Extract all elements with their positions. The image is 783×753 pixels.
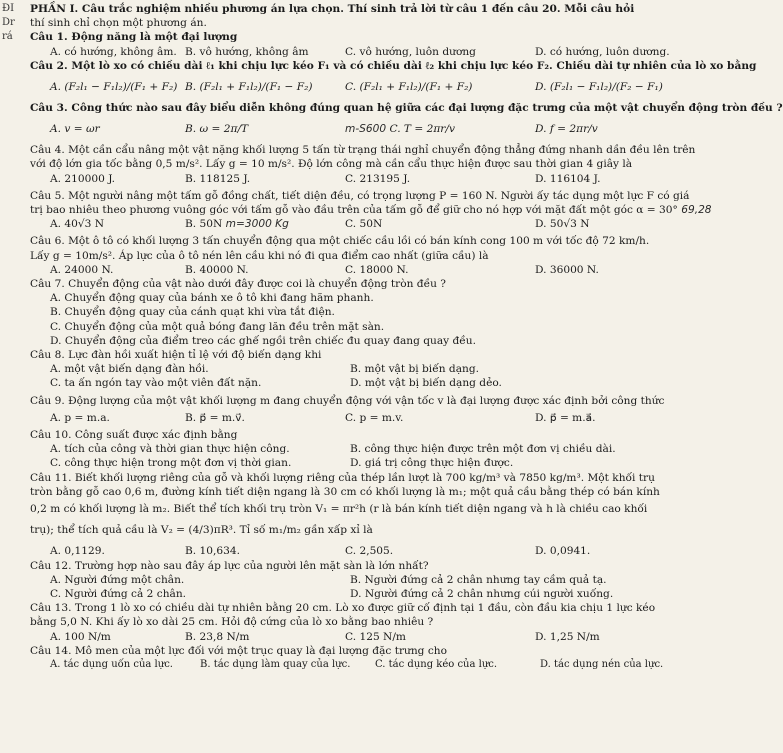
q9-option-c[interactable]: C. p = m.v. <box>345 411 404 424</box>
q8-option-a[interactable]: A. một vật biến dạng đàn hồi. <box>50 363 209 376</box>
question-9-options <box>30 411 685 425</box>
q8-option-b[interactable]: B. một vật bị biến dạng. <box>350 363 479 376</box>
question-8-stem: Câu 8. Lực đàn hồi xuất hiện tỉ lệ với độ biến dạng khi <box>30 349 322 362</box>
q14-option-b[interactable]: B. tác dụng làm quay của lực. <box>200 658 351 670</box>
q1-option-d[interactable]: D. có hướng, luôn dương. <box>535 45 670 58</box>
q6-option-d[interactable]: D. 36000 N. <box>535 263 599 276</box>
margin-scribbles: ĐI Dr rá <box>2 3 15 42</box>
q6-option-b[interactable]: B. 40000 N. <box>185 263 249 276</box>
q3-option-a[interactable]: A. v = ωr <box>50 123 100 136</box>
question-4-stem-2: với độ lớn gia tốc bằng 0,5 m/s². Lấy g = 10 m/s². Độ lớn công mà cần cẩu thực hiện được sau thời gian 4 giây là <box>30 158 633 171</box>
q9-option-d[interactable]: D. p⃗ = m.a⃗. <box>535 411 596 424</box>
question-13-options <box>30 630 685 644</box>
question-11-line-3: 0,2 m có khối lượng là m₂. Biết thể tích khối trụ tròn V₁ = πr²h (r là bán kính tiết diện ngang và h là chiều cao khối <box>30 503 648 516</box>
q5-handwritten-mass: m=3000 Kg <box>225 218 289 231</box>
q4-option-d[interactable]: D. 116104 J. <box>535 172 601 185</box>
question-2-stem: Câu 2. Một lò xo có chiều dài ℓ₁ khi chịu lực kéo F₁ và có chiều dài ℓ₂ khi chịu lực kéo F₂. Chiều dài tự nhiên của lò xo bằng <box>30 59 757 72</box>
q6-option-a[interactable]: A. 24000 N. <box>50 263 114 276</box>
question-5-options <box>30 217 685 231</box>
q6-option-c[interactable]: C. 18000 N. <box>345 263 409 276</box>
question-8-options-row1 <box>30 362 685 376</box>
question-1-options <box>30 45 685 59</box>
q11-option-a[interactable]: A. 0,1129. <box>50 545 105 558</box>
q1-option-b[interactable]: B. vô hướng, không âm <box>185 45 309 58</box>
section-header: PHẦN I. Câu trắc nghiệm nhiều phương án lựa chọn. Thí sinh trả lời từ câu 1 đến câu 20. Mỗi câu hỏi <box>30 3 635 15</box>
q4-option-c[interactable]: C. 213195 J. <box>345 172 411 185</box>
q2-option-d[interactable]: D. (F₂l₁ − F₁l₂)/(F₂ − F₁) <box>535 80 663 93</box>
question-9-stem: Câu 9. Động lượng của một vật khối lượng m đang chuyển động với vận tốc v là đại lượng được xác định bởi công thức <box>30 394 665 407</box>
question-13-line-1: Câu 13. Trong 1 lò xo có chiều dài tự nhiên bằng 20 cm. Lò xo được giữ cố định tại 1 đầu, còn đầu kia chịu 1 lực kéo <box>30 602 656 615</box>
q2-option-c[interactable]: C. (F₂l₁ + F₁l₂)/(F₁ + F₂) <box>345 80 473 93</box>
question-12-options-row1 <box>30 573 685 587</box>
q12-option-b[interactable]: B. Người đứng cả 2 chân nhưng tay cầm quả tạ. <box>350 573 607 586</box>
q11-option-d[interactable]: D. 0,0941. <box>535 545 591 558</box>
q14-option-d[interactable]: D. tác dụng nén của lực. <box>540 658 664 670</box>
q7-option-b[interactable]: B. Chuyển động quay của cánh quạt khi vừa tắt điện. <box>50 306 335 319</box>
question-10-options-row1 <box>30 442 685 456</box>
q10-option-a[interactable]: A. tích của công và thời gian thực hiện công. <box>50 443 290 456</box>
q10-option-c[interactable]: C. công thực hiện trong một đơn vị thời gian. <box>50 457 292 470</box>
question-11-line-1: Câu 11. Biết khối lượng riêng của gỗ và khối lượng riêng của thép lần lượt là 700 kg/m³ và 7850 kg/m³. Một khối trụ <box>30 471 655 484</box>
q13-option-a[interactable]: A. 100 N/m <box>50 630 111 643</box>
question-11-line-4: trụ); thể tích quả cầu là V₂ = (4/3)πR³. Tỉ số m₁/m₂ gần xấp xỉ là <box>30 524 373 537</box>
question-12-options-row2 <box>30 587 685 601</box>
q13-option-d[interactable]: D. 1,25 N/m <box>535 630 600 643</box>
question-10-stem: Câu 10. Công suất được xác định bằng <box>30 429 238 442</box>
question-13-line-2: bằng 5,0 N. Khi ấy lò xo dài 25 cm. Hỏi độ cứng của lò xo bằng bao nhiêu ? <box>30 616 434 629</box>
q7-option-d[interactable]: D. Chuyển động của điểm treo các ghế ngồi trên chiếc đu quay đang quay đều. <box>50 334 476 347</box>
question-12-stem: Câu 12. Trường hợp nào sau đây áp lực của người lên mặt sàn là lớn nhất? <box>30 559 429 572</box>
q13-option-b[interactable]: B. 23,8 N/m <box>185 630 250 643</box>
question-5-stem-1: Câu 5. Một người nâng một tấm gỗ đồng chất, tiết diện đều, có trọng lượng P = 160 N. Người ấy tác dụng một lực F có giá <box>30 189 690 202</box>
q8-option-c[interactable]: C. ta ấn ngón tay vào một viên đất nặn. <box>50 377 262 390</box>
q5-option-a[interactable]: A. 40√3 N <box>50 218 104 231</box>
q9-option-a[interactable]: A. p = m.a. <box>50 411 110 424</box>
question-11-line-2: tròn bằng gỗ cao 0,6 m, đường kính tiết diện ngang là 30 cm có khối lượng là m₁; một quả cầu bằng thép có bán kính <box>30 485 660 498</box>
question-4-stem-1: Câu 4. Một cần cẩu nâng một vật nặng khối lượng 5 tấn từ trạng thái nghỉ chuyển động thẳng đứng nhanh dần đều lên trên <box>30 144 696 157</box>
q11-option-b[interactable]: B. 10,634. <box>185 545 240 558</box>
q10-option-b[interactable]: B. công thực hiện được trên một đơn vị chiều dài. <box>350 443 616 456</box>
q8-option-d[interactable]: D. một vật bị biến dạng dẻo. <box>350 377 502 390</box>
q5-handwritten-note: 69,28 <box>681 204 712 217</box>
question-4-options <box>30 172 685 186</box>
question-5-stem-2: trị bao nhiêu theo phương vuông góc với tấm gỗ vào đầu trên của tấm gỗ để giữ cho nó hợp với mặt đất một góc α = 30° 69,28 <box>30 204 712 217</box>
q3-option-b[interactable]: B. ω = 2π/T <box>185 123 249 136</box>
q10-option-d[interactable]: D. giá trị công thực hiện được. <box>350 457 514 470</box>
q2-option-a[interactable]: A. (F₂l₁ − F₁l₂)/(F₁ + F₂) <box>50 80 178 93</box>
question-6-stem-2: Lấy g = 10m/s². Áp lực của ô tô nén lên cầu khi nó đi qua điểm cao nhất (giữa cầu) là <box>30 249 489 262</box>
q5-option-b[interactable]: B. 50N m=3000 Kg <box>185 218 289 231</box>
question-14-options <box>30 658 685 672</box>
q14-option-c[interactable]: C. tác dụng kéo của lực. <box>375 658 498 670</box>
question-3-options <box>30 118 685 140</box>
question-6-options <box>30 263 685 277</box>
question-2-options <box>30 76 685 98</box>
q2-option-b[interactable]: B. (F₂l₁ + F₁l₂)/(F₁ − F₂) <box>185 80 313 93</box>
question-8-options-row2 <box>30 376 685 390</box>
q1-option-a[interactable]: A. có hướng, không âm. <box>50 45 177 58</box>
section-subtitle: thí sinh chỉ chọn một phương án. <box>30 17 207 30</box>
q4-option-b[interactable]: B. 118125 J. <box>185 172 251 185</box>
q3-option-c[interactable]: m-S600 C. T = 2πr/v <box>345 123 455 136</box>
question-10-options-row2 <box>30 456 685 470</box>
q12-option-d[interactable]: D. Người đứng cả 2 chân nhưng cúi người xuống. <box>350 587 614 600</box>
question-3-stem: Câu 3. Công thức nào sau đây biểu diễn không đúng quan hệ giữa các đại lượng đặc trưng của một vật chuyển động tròn đều ? <box>30 102 783 115</box>
q5-option-d[interactable]: D. 50√3 N <box>535 218 590 231</box>
q5-option-c[interactable]: C. 50N <box>345 218 383 231</box>
q1-option-c[interactable]: C. vô hướng, luôn dương <box>345 45 476 58</box>
q7-option-c[interactable]: C. Chuyển động của một quả bóng đang lăn đều trên mặt sàn. <box>50 320 385 333</box>
q12-option-c[interactable]: C. Người đứng cả 2 chân. <box>50 587 187 600</box>
q9-option-b[interactable]: B. p⃗ = m.v⃗. <box>185 411 245 424</box>
q11-option-c[interactable]: C. 2,505. <box>345 545 394 558</box>
question-11-options <box>30 544 685 558</box>
q14-option-a[interactable]: A. tác dụng uốn của lực. <box>50 658 173 670</box>
question-7-stem: Câu 7. Chuyển động của vật nào dưới đây được coi là chuyển động tròn đều ? <box>30 278 446 291</box>
question-1-stem: Câu 1. Động năng là một đại lượng <box>30 31 238 44</box>
q13-option-c[interactable]: C. 125 N/m <box>345 630 406 643</box>
q3-handwritten-note: m-S600 <box>345 123 387 136</box>
question-14-stem: Câu 14. Mô men của một lực đối với một trục quay là đại lượng đặc trưng cho <box>30 644 447 657</box>
q3-option-d[interactable]: D. f = 2πr/v <box>535 123 598 136</box>
q12-option-a[interactable]: A. Người đứng một chân. <box>50 573 185 586</box>
q4-option-a[interactable]: A. 210000 J. <box>50 172 115 185</box>
question-6-stem-1: Câu 6. Một ô tô có khối lượng 3 tấn chuyển động qua một chiếc cầu lồi có bán kính cong 100 m với tốc độ 72 km/h. <box>30 235 650 248</box>
q7-option-a[interactable]: A. Chuyển động quay của bánh xe ô tô khi đang hãm phanh. <box>50 292 374 305</box>
